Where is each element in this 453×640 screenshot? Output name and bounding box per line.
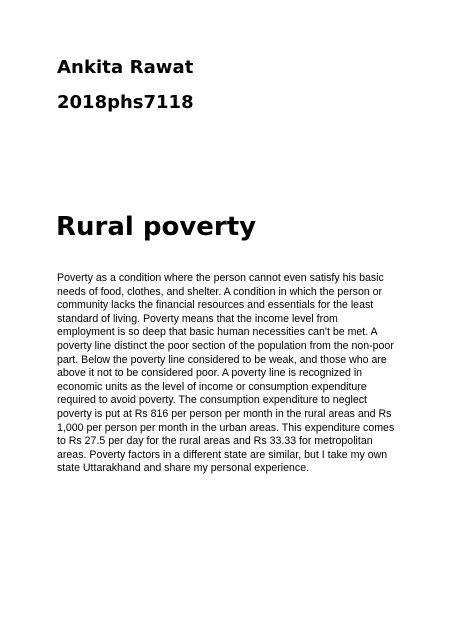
author-name: Ankita Rawat bbox=[57, 57, 194, 78]
document-title: Rural poverty bbox=[56, 212, 257, 242]
body-line: economic units as the level of income or consumption expenditure bbox=[57, 380, 367, 393]
body-line: poverty is put at Rs 816 per person per month in the rural areas and Rs bbox=[57, 407, 392, 420]
body-line: areas. Poverty factors in a different state are similar, but I take my own bbox=[57, 448, 388, 461]
body-line: above it not to be considered poor. A poverty line is recognized in bbox=[57, 367, 363, 380]
body-line: Poverty as a condition where the person cannot even satisfy his basic bbox=[57, 272, 384, 284]
body-line: state Uttarakhand and share my personal experience. bbox=[57, 462, 310, 475]
body-paragraph bbox=[57, 272, 402, 476]
body-line: standard of living. Poverty means that the income level from bbox=[57, 312, 338, 325]
body-line: employment is so deep that basic human necessities can't be met. A bbox=[57, 326, 378, 339]
body-line: poverty line distinct the poor section of the population from the non-poor bbox=[57, 339, 394, 352]
roll-number: 2018phs7118 bbox=[57, 92, 194, 113]
body-line: required to avoid poverty. The consumption expenditure to neglect bbox=[57, 394, 367, 407]
body-line: part. Below the poverty line considered to be weak, and those who are bbox=[57, 353, 387, 366]
body-line: to Rs 27.5 per day for the rural areas and Rs 33.33 for metropolitan bbox=[57, 435, 373, 448]
body-line: needs of food, clothes, and shelter. A condition in which the person or bbox=[57, 285, 383, 298]
body-line: community lacks the financial resources and essentials for the least bbox=[57, 299, 374, 312]
body-line: 1,000 per person per month in the urban areas. This expenditure comes bbox=[57, 421, 395, 434]
